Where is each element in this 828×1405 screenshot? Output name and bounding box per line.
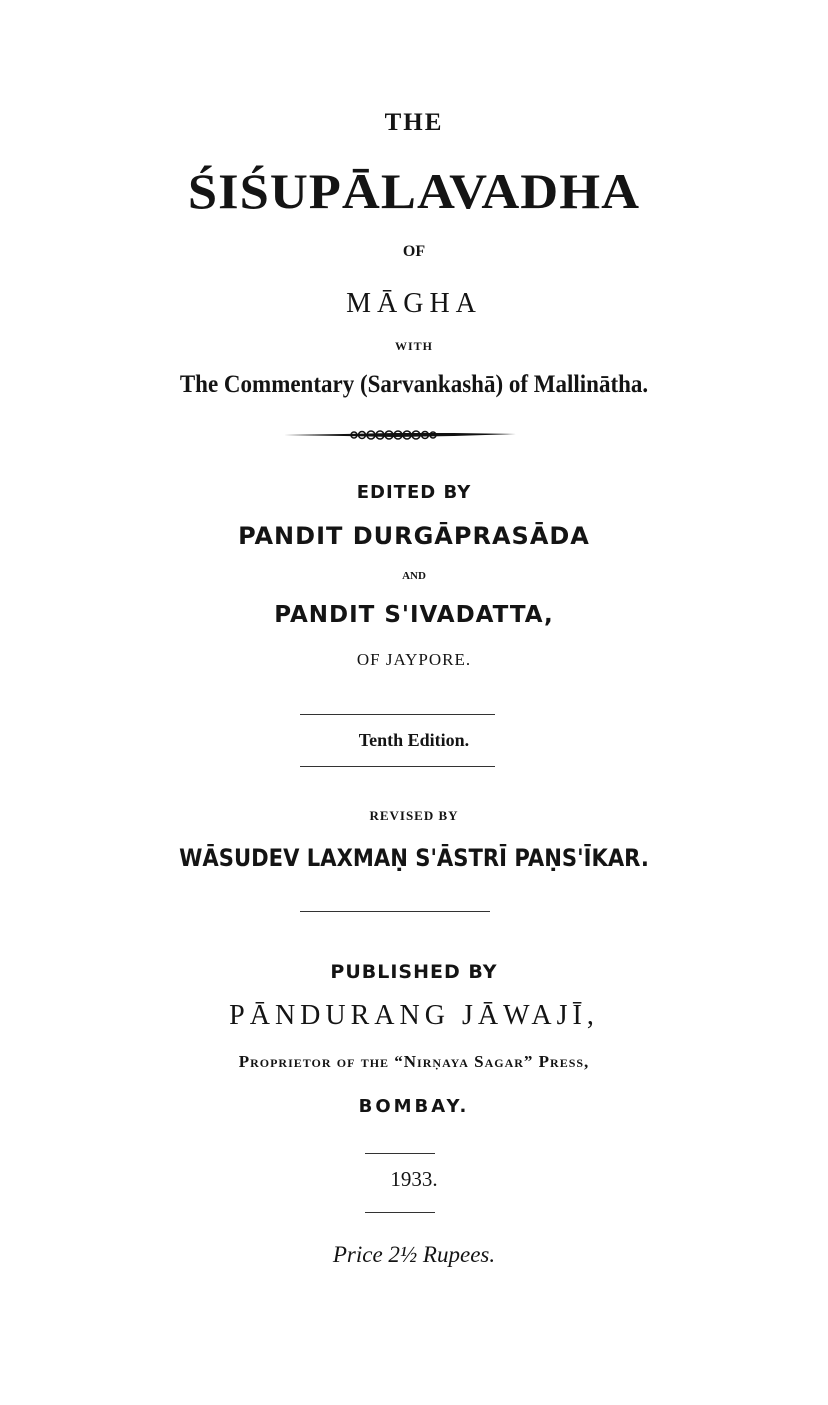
revised-by-label: REVISED BY	[369, 808, 459, 823]
edition-label: Tenth Edition.	[358, 730, 470, 750]
commentary-line: The Commentary (Sarvankashā) of Mallinātha.	[179, 371, 649, 398]
edited-by-label: EDITED BY	[356, 482, 472, 503]
with-label: WITH	[394, 339, 433, 353]
year: 1933.	[390, 1167, 438, 1191]
city: BOMBAY.	[358, 1096, 470, 1117]
author-name: MĀGHA	[346, 288, 482, 319]
reviser-name: WĀSUDEV LAXMAṆ S'ĀSTRĪ PAṆS'ĪKAR.	[179, 844, 649, 872]
divider-rule	[365, 1212, 435, 1213]
editor-1: PANDIT DURGĀPRASĀDA	[238, 522, 590, 550]
publisher-name: PĀNDURANG JĀWAJĪ,	[229, 1000, 599, 1031]
ornament-divider	[284, 428, 516, 442]
price: Price 2½ Rupees.	[332, 1242, 496, 1267]
book-title: ŚIŚUPĀLAVADHA	[187, 163, 641, 219]
published-by-label: PUBLISHED BY	[330, 961, 498, 983]
and-label: AND	[402, 570, 426, 582]
publisher-role: Proprietor of the “Nirṇaya Sagar” Press,	[238, 1052, 590, 1071]
divider-rule	[300, 911, 490, 912]
divider-rule	[300, 714, 495, 715]
the-label: THE	[384, 109, 444, 136]
of-label: OF	[402, 243, 426, 260]
editor-2: PANDIT S'IVADATTA,	[274, 602, 554, 628]
divider-rule	[365, 1153, 435, 1154]
editor-place: OF JAYPORE.	[356, 650, 472, 669]
divider-rule	[300, 766, 495, 767]
